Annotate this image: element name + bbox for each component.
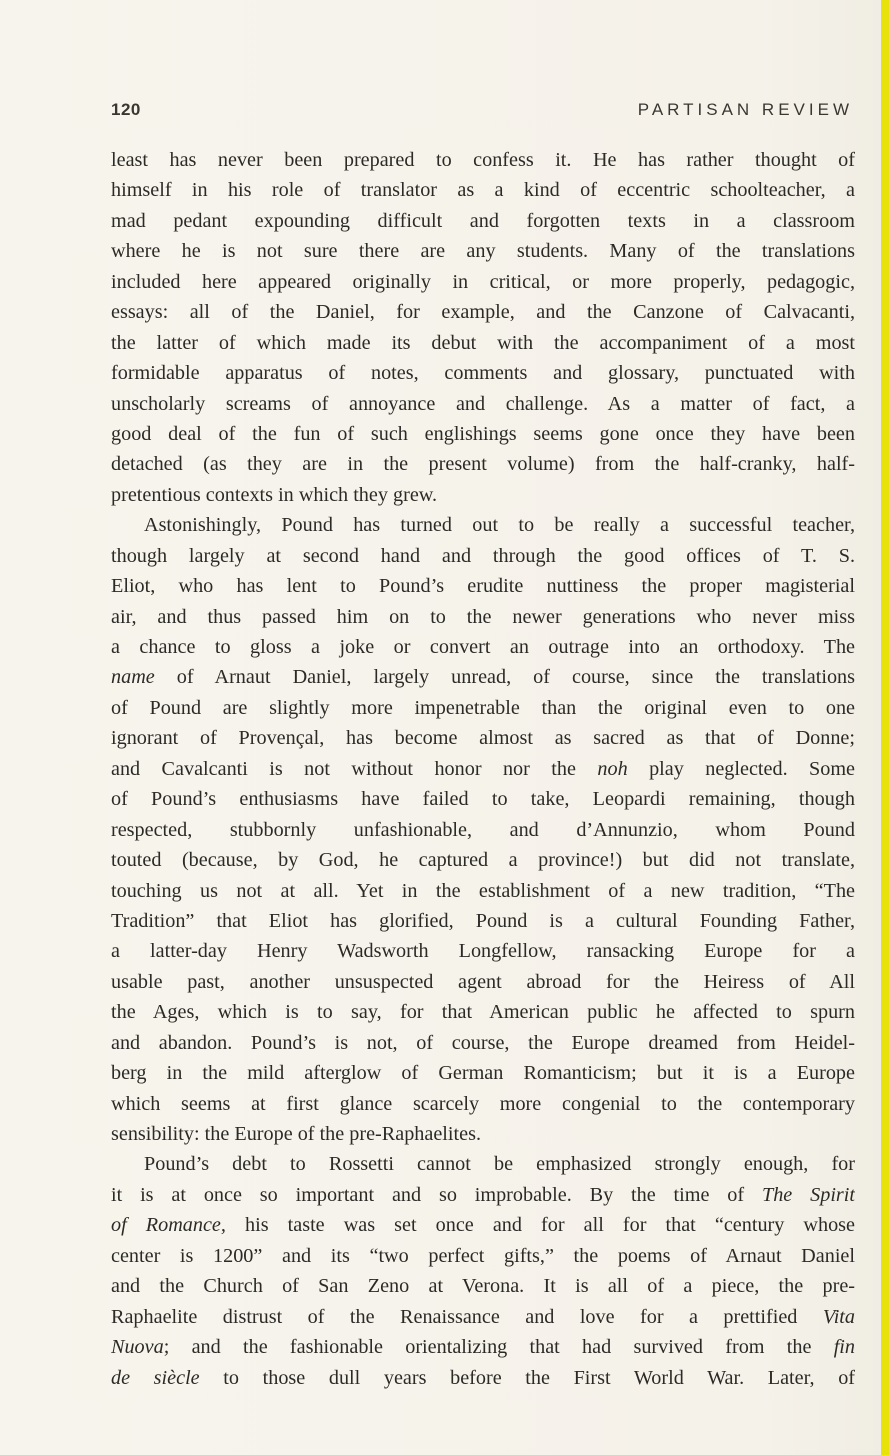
- text-line: of Pound’s enthusiasms have failed to take, Leopardi remaining, though: [111, 788, 855, 811]
- text-line: where he is not sure there are any students. Many of the translations: [111, 240, 855, 263]
- text-line: a chance to gloss a joke or convert an outrage into an orthodoxy. The: [111, 636, 855, 658]
- body-text: [111, 145, 855, 1393]
- page-number: 120: [111, 100, 141, 119]
- text-line: [111, 1332, 855, 1362]
- text-line: [111, 1363, 855, 1393]
- text-line: the Ages, which is to say, for that American public he affected to spurn: [111, 1001, 855, 1024]
- text-line: least has never been prepared to confess it. He has rather thought of: [111, 149, 855, 171]
- text-line: touching us not at all. Yet in the establishment of a new tradition, “The: [111, 879, 855, 902]
- text-run: play neglected. Some: [649, 757, 855, 780]
- text-line: [111, 662, 855, 692]
- italic-word: name: [111, 666, 155, 689]
- italic-word: fin: [833, 1336, 855, 1359]
- text-line: [111, 1302, 855, 1332]
- text-line: good deal of the fun of such englishings seems gone once they have been: [111, 422, 855, 445]
- text-line: himself in his role of translator as a kind of eccentric schoolteacher, a: [111, 179, 855, 202]
- italic-title: Vita: [822, 1305, 855, 1328]
- text-line: Eliot, who has lent to Pound’s erudite nuttiness the proper magisterial: [111, 575, 855, 598]
- text-line: though largely at second hand and through the good offices of T. S.: [111, 544, 855, 567]
- text-run: his taste was set once and for all for that “century whose: [245, 1214, 855, 1237]
- text-line: Astonishingly, Pound has turned out to be really a successful teacher,: [144, 514, 855, 537]
- text-line: the latter of which made its debut with the accompaniment of a most: [111, 331, 855, 354]
- text-run: Raphaelite distrust of the Renaissance and love for a prettified: [111, 1305, 798, 1328]
- text-line: mad pedant expounding difficult and forgotten texts in a classroom: [111, 209, 855, 232]
- text-line: [111, 1210, 855, 1240]
- text-run: and Cavalcanti is not without honor nor the: [111, 757, 576, 780]
- italic-title: Nuova: [111, 1336, 164, 1359]
- text-run: to those dull years before the First World War. Later, of: [223, 1366, 855, 1389]
- text-line: included here appeared originally in critical, or more properly, pedagogic,: [111, 270, 855, 293]
- text-line: pretentious contexts in which they grew.: [111, 483, 438, 506]
- text-line: touted (because, by God, he captured a province!) but did not translate,: [111, 849, 855, 872]
- text-line: essays: all of the Daniel, for example, and the Canzone of Calvacanti,: [111, 301, 855, 324]
- text-line: Pound’s debt to Rossetti cannot be emphasized strongly enough, for: [144, 1153, 855, 1176]
- text-line: Tradition” that Eliot has glorified, Pound is a cultural Founding Father,: [111, 909, 855, 932]
- text-line: unscholarly screams of annoyance and challenge. As a matter of fact, a: [111, 392, 855, 415]
- running-head: PARTISAN REVIEW: [637, 100, 853, 119]
- text-line: ignorant of Provençal, has become almost as sacred as that of Donne;: [111, 727, 855, 750]
- page-edge: [881, 0, 889, 1455]
- text-line: air, and thus passed him on to the newer generations who never miss: [111, 605, 855, 628]
- text-run: of Arnaut Daniel, largely unread, of course, since the translations: [176, 666, 855, 689]
- text-line: of Pound are slightly more impenetrable than the original even to one: [111, 696, 855, 719]
- text-line: [111, 1180, 855, 1210]
- text-run: it is at once so important and so improbable. By the time of: [111, 1183, 745, 1206]
- text-line: a latter-day Henry Wadsworth Longfellow, ransacking Europe for a: [111, 940, 855, 963]
- text-line: formidable apparatus of notes, comments and glossary, punctuated with: [111, 362, 855, 385]
- text-line: respected, stubbornly unfashionable, and d’Annunzio, whom Pound: [111, 818, 855, 841]
- text-line: and the Church of San Zeno at Verona. It is all of a piece, the pre-: [111, 1275, 855, 1298]
- text-line: [111, 754, 855, 784]
- text-line: usable past, another unsuspected agent abroad for the Heiress of All: [111, 970, 855, 993]
- italic-word: noh: [597, 757, 628, 780]
- text-line: center is 1200” and its “two perfect gifts,” the poems of Arnaut Daniel: [111, 1244, 855, 1267]
- text-run: ; and the fashionable orientalizing that had survived from the: [163, 1336, 812, 1359]
- text-line: and abandon. Pound’s is not, of course, the Europe dreamed from Heidel-: [111, 1031, 855, 1054]
- page-header: [111, 100, 853, 124]
- text-line: which seems at first glance scarcely more congenial to the contemporary: [111, 1092, 855, 1115]
- italic-title: of Romance,: [111, 1214, 226, 1237]
- text-line: sensibility: the Europe of the pre-Raphaelites.: [111, 1123, 481, 1145]
- italic-word: de siècle: [111, 1366, 200, 1389]
- text-line: detached (as they are in the present volume) from the half-cranky, half-: [111, 453, 855, 476]
- text-line: berg in the mild afterglow of German Romanticism; but it is a Europe: [111, 1062, 855, 1085]
- italic-title: The Spirit: [761, 1183, 855, 1206]
